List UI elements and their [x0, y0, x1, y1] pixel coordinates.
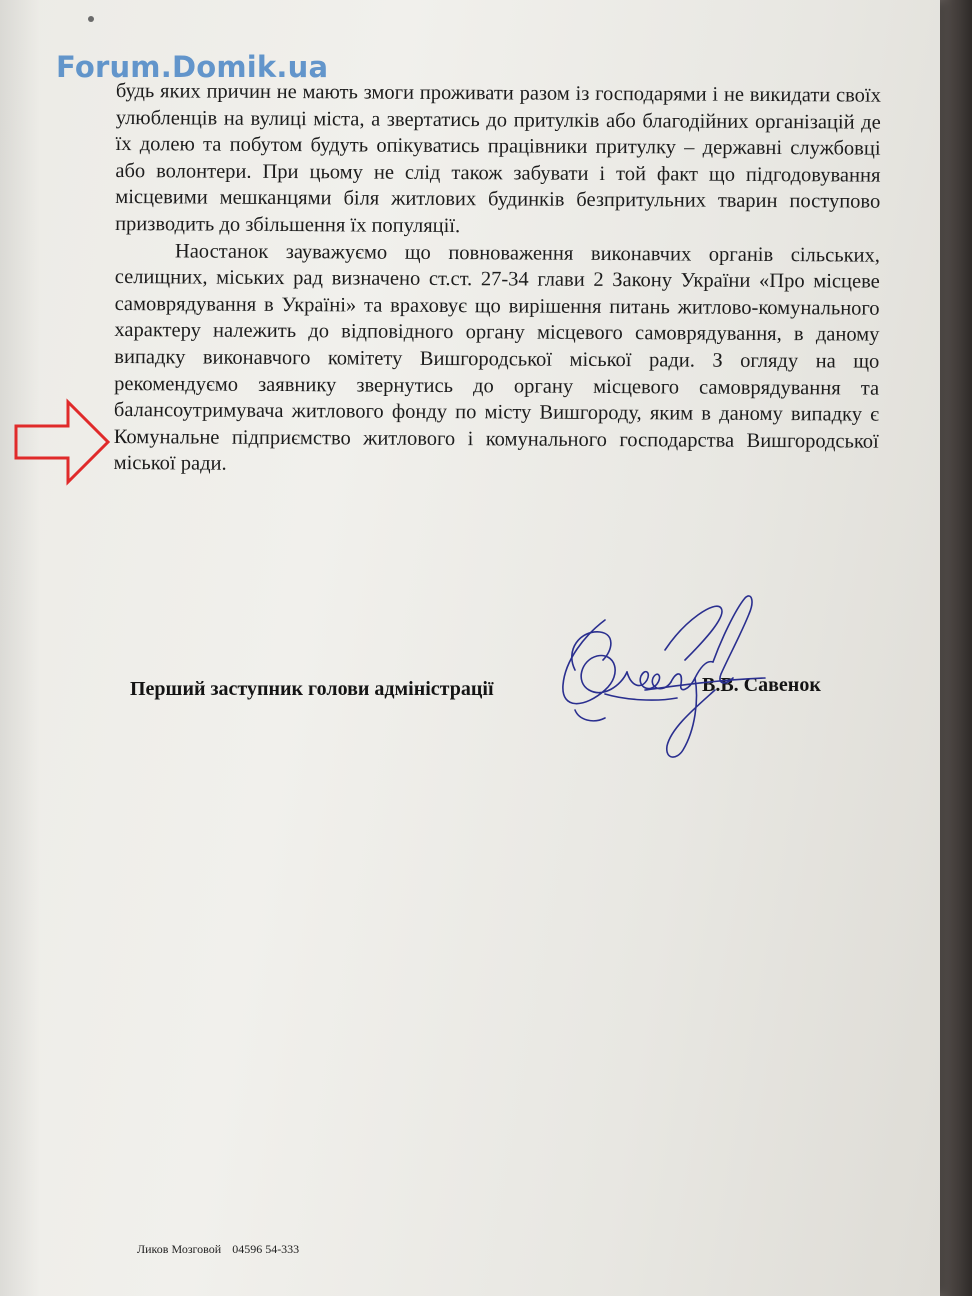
- letter-body: [114, 78, 881, 482]
- arrow-right-icon: [12, 396, 112, 488]
- signatory-name: В.В. Савенок: [702, 674, 821, 696]
- footer: [137, 1242, 299, 1257]
- handwritten-signature: [545, 590, 785, 765]
- watermark: Forum.Domik.ua: [56, 50, 329, 84]
- paper-shadow: [0, 0, 40, 1296]
- signatory-title: Перший заступник голови адміністрації: [130, 678, 494, 700]
- paragraph-2: Наостанок зауважуємо що повноваження виконавчих органів сільських, селищних, міських рад визначено ст.ст. 27-34 глави 2 Закону України «Про місцеве самоврядування в Україні» та враховує що вирішення питань житлово-комунального характеру належить до відповідного органу місцевого самоврядування, в даному випадку виконавчого комітету Вишгородської міської ради. З огляду на що рекомендуємо заявнику звернутись до органу місцевого самоврядування та балансоутримувача житлового фонду по місту Вишгороду, яким в даному випадку є Комунальне підприємство житлового і комунального господарства Вишгородської міської ради.: [113, 239, 880, 475]
- background-edge: [940, 0, 972, 1296]
- footer-author: Ликов Мозговой: [137, 1242, 222, 1256]
- staple-hole: [88, 16, 94, 22]
- paragraph-1: будь яких причин не мають змоги проживати разом із господарями і не викидати своїх улюбленців на вулиці міста, а звертатись до притулків або благодійних організацій де їх долею та побутом будуть опікуватись працівники притулку – державні службовці або волонтери. При цьому не слід також забувати і той факт що підгодовування місцевими мешканцями біля житлових будинків безпритульних тварин поступово призводить до збільшення їх популяції.: [115, 79, 881, 238]
- footer-phone: 04596 54-333: [232, 1242, 300, 1256]
